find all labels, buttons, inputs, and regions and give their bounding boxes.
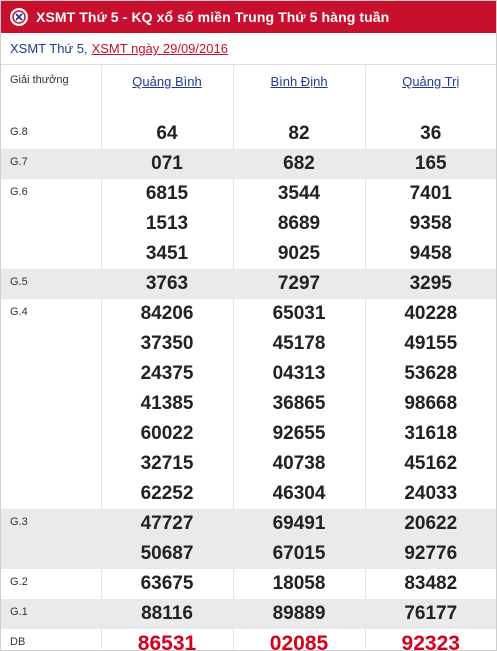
province-header[interactable] [365, 65, 496, 119]
province-link[interactable]: Quảng Trị [402, 74, 460, 89]
table-row [1, 299, 496, 509]
prize-cell [233, 629, 365, 651]
prize-cell [365, 569, 496, 599]
header-bar [1, 1, 496, 33]
prize-number: 32715 [140, 453, 194, 474]
prize-number: 64 [156, 123, 178, 144]
prize-cell [365, 509, 496, 569]
prize-number: 682 [283, 153, 315, 174]
prize-number: 7401 [409, 183, 452, 204]
prize-number: 92655 [272, 423, 326, 444]
prize-column-header: Giải thưởng [1, 65, 101, 119]
prize-number: 98668 [404, 393, 458, 414]
prize-cell [101, 299, 233, 509]
prize-number: 50687 [140, 543, 194, 564]
prize-number: 36 [420, 123, 442, 144]
prize-number: 20622 [404, 513, 458, 534]
results-table [1, 65, 496, 651]
prize-cell [365, 629, 496, 651]
prize-label: G.2 [1, 569, 101, 599]
province-link[interactable]: Bình Định [270, 74, 328, 89]
prize-cell [101, 149, 233, 179]
prize-cell [365, 299, 496, 509]
prize-number: 071 [151, 153, 183, 174]
lottery-ball-icon [10, 8, 28, 26]
prize-number: 45162 [404, 453, 458, 474]
prize-cell [233, 299, 365, 509]
prize-number: 84206 [140, 303, 194, 324]
prize-number: 24375 [140, 363, 194, 384]
prize-cell [101, 119, 233, 149]
prize-number: 24033 [404, 483, 458, 504]
special-prize-number: 86531 [137, 632, 197, 651]
prize-number: 83482 [404, 573, 458, 594]
prize-number: 3763 [145, 273, 189, 294]
prize-cell [101, 269, 233, 299]
special-prize-number: 92323 [401, 632, 460, 651]
prize-cell [365, 149, 496, 179]
prize-number: 3451 [145, 243, 189, 264]
prize-number: 9358 [409, 213, 452, 234]
prize-cell [101, 629, 233, 651]
special-prize-number: 02085 [269, 632, 329, 651]
prize-label: G.4 [1, 299, 101, 509]
prize-number: 46304 [272, 483, 326, 504]
breadcrumb-prefix: XSMT Thứ 5, [10, 41, 88, 56]
prize-number: 76177 [404, 603, 458, 624]
prize-number: 69491 [272, 513, 326, 534]
prize-number: 3295 [409, 273, 452, 294]
prize-number: 60022 [140, 423, 194, 444]
prize-number: 82 [288, 123, 310, 144]
breadcrumb [1, 33, 496, 65]
prize-number: 47727 [140, 513, 194, 534]
prize-number: 3544 [277, 183, 321, 204]
prize-cell [233, 119, 365, 149]
prize-cell [101, 569, 233, 599]
table-row [1, 569, 496, 599]
prize-label: G.7 [1, 149, 101, 179]
table-row [1, 599, 496, 629]
prize-label: G.3 [1, 509, 101, 569]
prize-number: 65031 [272, 303, 326, 324]
prize-cell [365, 119, 496, 149]
prize-number: 37350 [140, 333, 194, 354]
prize-label: DB [1, 629, 101, 651]
prize-number: 62252 [140, 483, 194, 504]
prize-cell [365, 179, 496, 269]
prize-number: 1513 [145, 213, 189, 234]
prize-cell [365, 599, 496, 629]
prize-number: 63675 [140, 573, 194, 594]
prize-label: G.5 [1, 269, 101, 299]
page-title: XSMT Thứ 5 - KQ xổ số miền Trung Thứ 5 hàng tuần [36, 9, 390, 25]
prize-cell [101, 509, 233, 569]
table-row [1, 629, 496, 651]
prize-number: 7297 [277, 273, 321, 294]
prize-number: 53628 [404, 363, 458, 384]
prize-cell [233, 599, 365, 629]
prize-cell [233, 149, 365, 179]
prize-number: 92776 [404, 543, 458, 564]
prize-number: 6815 [145, 183, 189, 204]
prize-number: 45178 [272, 333, 326, 354]
prize-cell [233, 569, 365, 599]
prize-number: 165 [414, 153, 447, 174]
prize-cell [101, 599, 233, 629]
table-row [1, 119, 496, 149]
prize-number: 9025 [277, 243, 321, 264]
prize-number: 9458 [409, 243, 452, 264]
province-link[interactable]: Quảng Bình [132, 74, 202, 89]
prize-number: 04313 [272, 363, 326, 384]
prize-label: G.8 [1, 119, 101, 149]
prize-cell [233, 179, 365, 269]
prize-number: 88116 [141, 603, 193, 624]
prize-number: 40738 [272, 453, 326, 474]
prize-number: 49155 [404, 333, 458, 354]
table-row [1, 179, 496, 269]
results-body [1, 119, 496, 651]
prize-number: 31618 [404, 423, 458, 444]
province-header[interactable] [233, 65, 365, 119]
prize-cell [233, 509, 365, 569]
prize-number: 8689 [277, 213, 321, 234]
prize-number: 18058 [272, 573, 326, 594]
prize-number: 67015 [272, 543, 326, 564]
prize-number: 41385 [140, 393, 194, 414]
prize-label: G.1 [1, 599, 101, 629]
prize-number: 40228 [404, 303, 458, 324]
prize-cell [101, 179, 233, 269]
prize-label: G.6 [1, 179, 101, 269]
prize-cell [365, 269, 496, 299]
prize-number: 89889 [272, 603, 326, 624]
table-row [1, 269, 496, 299]
prize-number: 36865 [272, 393, 326, 414]
table-row [1, 149, 496, 179]
prize-cell [233, 269, 365, 299]
date-link[interactable]: XSMT ngày 29/09/2016 [91, 41, 228, 56]
table-row [1, 509, 496, 569]
province-header[interactable] [101, 65, 233, 119]
